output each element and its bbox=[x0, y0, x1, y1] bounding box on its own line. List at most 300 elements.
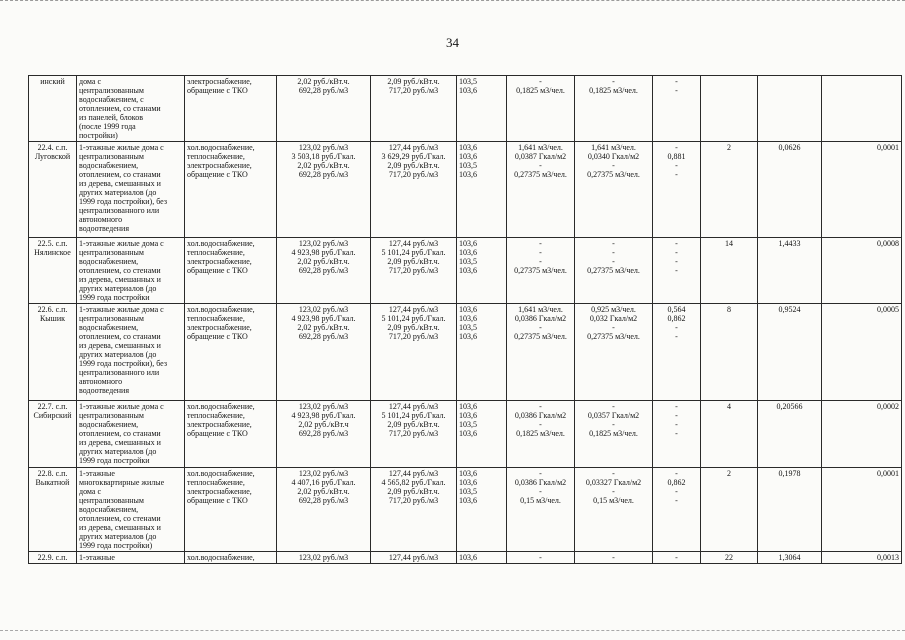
cell-line: 123,02 руб./м3 bbox=[298, 402, 349, 411]
cell-line: 692,28 руб./м3 bbox=[298, 429, 349, 438]
cell-line: - bbox=[675, 429, 678, 438]
cell-line: 1999 года постройки bbox=[79, 456, 150, 465]
cell-line: электроснабжение, bbox=[187, 161, 252, 170]
cell-line: 103,6 bbox=[459, 332, 477, 341]
cell-line: 717,20 руб./м3 bbox=[388, 86, 439, 95]
cell-line: 103,5 bbox=[459, 323, 477, 332]
cell-line: 103,6 bbox=[459, 152, 477, 161]
services-cell bbox=[185, 468, 277, 552]
cell-line: 3 629,29 руб./Гкал. bbox=[381, 152, 446, 161]
cell-line: 127,44 руб./м3 bbox=[388, 143, 439, 152]
cell-line: 0,1825 м3/чел. bbox=[516, 86, 565, 95]
cell-line: обращение с ТКО bbox=[187, 332, 248, 341]
cell-line: централизованным bbox=[79, 152, 144, 161]
cell-line: 692,28 руб./м3 bbox=[298, 496, 349, 505]
norm-3-cell bbox=[653, 142, 701, 238]
cell-line: - bbox=[675, 257, 678, 266]
cell-line: 0,0386 Гкал/м2 bbox=[514, 411, 567, 420]
house-type-cell bbox=[77, 76, 185, 142]
cell-line: электроснабжение, bbox=[187, 257, 252, 266]
cell-line: Луговской bbox=[34, 152, 71, 161]
cell-line: - bbox=[539, 257, 542, 266]
tariff-current-cell bbox=[277, 468, 371, 552]
total-share-cell bbox=[822, 76, 902, 142]
house-type-cell bbox=[77, 142, 185, 238]
cell-line: 103,6 bbox=[459, 429, 477, 438]
cell-line: водоснабжением, bbox=[79, 161, 139, 170]
cell-line: 103,5 bbox=[459, 257, 477, 266]
cell-line: 3 503,18 руб./Гкал. bbox=[291, 152, 356, 161]
cell-line: Выкатной bbox=[35, 478, 70, 487]
cell-line: из дерева, смешанных и bbox=[79, 179, 161, 188]
settlement-cell bbox=[29, 468, 77, 552]
cell-line: 123,02 руб./м3 bbox=[298, 553, 349, 562]
cell-line: теплоснабжение, bbox=[187, 314, 245, 323]
cell-line: 22.4. с.п. bbox=[37, 143, 68, 152]
cell-line: 0,032 Гкал/м2 bbox=[589, 314, 638, 323]
tariff-table-body bbox=[29, 76, 902, 564]
cell-line: - bbox=[675, 411, 678, 420]
cell-line: водоснабжением, bbox=[79, 257, 139, 266]
total-amount-cell: 1,3064 bbox=[758, 552, 822, 564]
cell-line: 692,28 руб./м3 bbox=[298, 266, 349, 275]
cell-line: из дерева, смешанных и bbox=[79, 341, 161, 350]
cell-line: постройки) bbox=[79, 131, 118, 140]
cell-line: хол.водоснабжение, bbox=[187, 305, 255, 314]
norm-1-cell bbox=[507, 401, 575, 468]
cell-line: водоснабжением, bbox=[79, 505, 139, 514]
cell-line: 103,6 bbox=[459, 314, 477, 323]
cell-line: 103,6 bbox=[459, 305, 477, 314]
cell-line: 717,20 руб./м3 bbox=[388, 496, 439, 505]
cell-line: - bbox=[539, 239, 542, 248]
total-share-cell: 0,0001 bbox=[822, 468, 902, 552]
cell-line: 0,15 м3/чел. bbox=[520, 496, 561, 505]
cell-line: Кышик bbox=[39, 314, 66, 323]
cell-line: электроснабжение, bbox=[187, 323, 252, 332]
table-row bbox=[29, 468, 902, 552]
cell-line: - bbox=[675, 170, 678, 179]
cell-line: 1999 года постройки), без bbox=[79, 359, 167, 368]
cell-line: водоснабжением, с bbox=[79, 95, 144, 104]
cell-line: электроснабжение, bbox=[187, 487, 252, 496]
cell-line: водоотведения bbox=[79, 386, 129, 395]
total-share-cell: 0,0002 bbox=[822, 401, 902, 468]
house-type-cell bbox=[77, 468, 185, 552]
cell-line: 1-этажные жилые дома с bbox=[79, 239, 164, 248]
cell-line: отоплением, со станами bbox=[79, 429, 161, 438]
cell-line: 0,862 bbox=[667, 314, 686, 323]
tariff-current-cell bbox=[277, 238, 371, 304]
total-amount-cell: 0,1978 bbox=[758, 468, 822, 552]
cell-line: других материалов (до bbox=[79, 284, 157, 293]
cell-line: централизованного или bbox=[79, 368, 160, 377]
norm-2-cell bbox=[575, 142, 653, 238]
cell-line: - bbox=[539, 248, 542, 257]
cell-line: - bbox=[612, 323, 615, 332]
cell-line: обращение с ТКО bbox=[187, 496, 248, 505]
norm-1-cell bbox=[507, 142, 575, 238]
cell-line: 0,03327 Гкал/м2 bbox=[585, 478, 642, 487]
total-amount-cell: 0,9524 bbox=[758, 304, 822, 401]
cell-line: 103,6 bbox=[459, 402, 477, 411]
cell-line: 5 101,24 руб./Гкал. bbox=[381, 411, 446, 420]
norm-1-cell bbox=[507, 468, 575, 552]
cell-line: - bbox=[675, 496, 678, 505]
cell-line: других материалов (до bbox=[79, 532, 157, 541]
cell-line: 103,5 bbox=[459, 161, 477, 170]
total-count-cell: 4 bbox=[701, 401, 758, 468]
cell-line: 717,20 руб./м3 bbox=[388, 429, 439, 438]
settlement-cell bbox=[29, 552, 77, 564]
norm-1-cell bbox=[507, 552, 575, 564]
cell-line: 0,27375 м3/чел. bbox=[587, 332, 640, 341]
services-cell bbox=[185, 142, 277, 238]
cell-line: - bbox=[675, 248, 678, 257]
cell-line: отоплением, со стенами bbox=[79, 514, 161, 523]
cell-line: 2,09 руб./кВт.ч. bbox=[387, 323, 440, 332]
cell-line: водоснабжением, bbox=[79, 420, 139, 429]
cell-line: 5 101,24 руб./Гкал. bbox=[381, 248, 446, 257]
cell-line: 123,02 руб./м3 bbox=[298, 469, 349, 478]
tariff-new-cell bbox=[371, 401, 457, 468]
tariff-new-cell bbox=[371, 468, 457, 552]
cell-line: - bbox=[539, 553, 542, 562]
house-type-cell bbox=[77, 401, 185, 468]
tariff-new-cell bbox=[371, 552, 457, 564]
cell-line: 717,20 руб./м3 bbox=[388, 170, 439, 179]
total-amount-cell: 0,20566 bbox=[758, 401, 822, 468]
cell-line: отоплением, со станами bbox=[79, 104, 161, 113]
cell-line: 0,27375 м3/чел. bbox=[587, 266, 640, 275]
tariff-new-cell bbox=[371, 238, 457, 304]
cell-line: теплоснабжение, bbox=[187, 248, 245, 257]
cell-line: - bbox=[612, 257, 615, 266]
cell-line: 103,5 bbox=[459, 420, 477, 429]
index-cell bbox=[457, 238, 507, 304]
cell-line: централизованным bbox=[79, 314, 144, 323]
cell-line: 103,6 bbox=[459, 248, 477, 257]
cell-line: - bbox=[612, 487, 615, 496]
cell-line: других материалов (до bbox=[79, 188, 157, 197]
cell-line: 717,20 руб./м3 bbox=[388, 332, 439, 341]
cell-line: 4 923,98 руб./Гкал. bbox=[291, 248, 356, 257]
norm-3-cell bbox=[653, 238, 701, 304]
tariff-table bbox=[28, 75, 902, 564]
cell-line: 1999 года постройки bbox=[79, 293, 150, 302]
settlement-cell bbox=[29, 304, 77, 401]
cell-line: 103,6 bbox=[459, 239, 477, 248]
services-cell bbox=[185, 76, 277, 142]
settlement-cell bbox=[29, 401, 77, 468]
services-cell bbox=[185, 401, 277, 468]
cell-line: 123,02 руб./м3 bbox=[298, 305, 349, 314]
cell-line: - bbox=[675, 553, 678, 562]
cell-line: - bbox=[539, 323, 542, 332]
cell-line: автономного bbox=[79, 377, 123, 386]
norm-2-cell bbox=[575, 304, 653, 401]
cell-line: 103,5 bbox=[459, 77, 477, 86]
cell-line: других материалов (до bbox=[79, 447, 157, 456]
cell-line: 1-этажные bbox=[79, 553, 115, 562]
norm-2-cell bbox=[575, 468, 653, 552]
cell-line: 0,0387 Гкал/м2 bbox=[514, 152, 567, 161]
cell-line: 123,02 руб./м3 bbox=[298, 239, 349, 248]
cell-line: - bbox=[675, 332, 678, 341]
cell-line: централизованным bbox=[79, 248, 144, 257]
total-count-cell bbox=[701, 76, 758, 142]
total-amount-cell bbox=[758, 76, 822, 142]
total-share-cell: 0,0013 bbox=[822, 552, 902, 564]
cell-line: Нялинское bbox=[34, 248, 71, 257]
cell-line: 2,09 руб./кВт.ч. bbox=[387, 161, 440, 170]
cell-line: централизованного или bbox=[79, 206, 160, 215]
cell-line: 1-этажные жилые дома с bbox=[79, 305, 164, 314]
norm-2-cell bbox=[575, 76, 653, 142]
cell-line: - bbox=[612, 161, 615, 170]
cell-line: - bbox=[675, 402, 678, 411]
cell-line: электроснабжение, bbox=[187, 420, 252, 429]
cell-line: теплоснабжение, bbox=[187, 478, 245, 487]
cell-line: 22.9. с.п. bbox=[37, 553, 68, 562]
cell-line: - bbox=[612, 420, 615, 429]
norm-3-cell bbox=[653, 76, 701, 142]
norm-3-cell bbox=[653, 304, 701, 401]
index-cell bbox=[457, 142, 507, 238]
house-type-cell bbox=[77, 304, 185, 401]
cell-line: 0,881 bbox=[667, 152, 686, 161]
cell-line: 4 923,98 руб./Гкал. bbox=[291, 314, 356, 323]
cell-line: 4 565,82 руб./Гкал. bbox=[381, 478, 446, 487]
cell-line: 0,0386 Гкал/м2 bbox=[514, 314, 567, 323]
cell-line: 0,27375 м3/чел. bbox=[514, 266, 567, 275]
norm-1-cell bbox=[507, 304, 575, 401]
table-row bbox=[29, 142, 902, 238]
cell-line: водоснабжением, bbox=[79, 323, 139, 332]
cell-line: 2,09 руб./кВт.ч. bbox=[387, 77, 440, 86]
cell-line: 4 923,98 руб./Гкал. bbox=[291, 411, 356, 420]
tariff-current-cell bbox=[277, 552, 371, 564]
cell-line: 0,1825 м3/чел. bbox=[589, 86, 638, 95]
cell-line: 103,6 bbox=[459, 469, 477, 478]
tariff-new-cell bbox=[371, 76, 457, 142]
total-count-cell: 22 bbox=[701, 552, 758, 564]
cell-line: - bbox=[612, 402, 615, 411]
cell-line: 103,5 bbox=[459, 487, 477, 496]
norm-2-cell bbox=[575, 552, 653, 564]
cell-line: - bbox=[675, 161, 678, 170]
cell-line: 1-этажные жилые дома с bbox=[79, 143, 164, 152]
table-row bbox=[29, 238, 902, 304]
cell-line: - bbox=[612, 469, 615, 478]
cell-line: электроснабжение, bbox=[187, 77, 252, 86]
total-count-cell: 2 bbox=[701, 468, 758, 552]
index-cell bbox=[457, 76, 507, 142]
tariff-current-cell bbox=[277, 401, 371, 468]
cell-line: теплоснабжение, bbox=[187, 411, 245, 420]
norm-3-cell bbox=[653, 468, 701, 552]
cell-line: - bbox=[675, 143, 678, 152]
cell-line: дома с bbox=[79, 77, 102, 86]
cell-line: 692,28 руб./м3 bbox=[298, 332, 349, 341]
cell-line: - bbox=[675, 77, 678, 86]
cell-line: 22.8. с.п. bbox=[37, 469, 68, 478]
cell-line: 103,6 bbox=[459, 86, 477, 95]
cell-line: централизованным bbox=[79, 86, 144, 95]
cell-line: 1-этажные жилые дома с bbox=[79, 402, 164, 411]
total-amount-cell: 0,0626 bbox=[758, 142, 822, 238]
cell-line: 103,6 bbox=[459, 411, 477, 420]
cell-line: 103,6 bbox=[459, 478, 477, 487]
cell-line: - bbox=[612, 553, 615, 562]
cell-line: 127,44 руб./м3 bbox=[388, 469, 439, 478]
cell-line: 22.7. с.п. bbox=[37, 402, 68, 411]
norm-1-cell bbox=[507, 238, 575, 304]
cell-line: - bbox=[675, 323, 678, 332]
total-share-cell: 0,0008 bbox=[822, 238, 902, 304]
cell-line: 0,15 м3/чел. bbox=[593, 496, 634, 505]
cell-line: 0,925 м3/чел. bbox=[591, 305, 636, 314]
cell-line: 692,28 руб./м3 bbox=[298, 86, 349, 95]
total-count-cell: 8 bbox=[701, 304, 758, 401]
cell-line: хол.водоснабжение, bbox=[187, 143, 255, 152]
services-cell bbox=[185, 238, 277, 304]
cell-line: (после 1999 года bbox=[79, 122, 136, 131]
cell-line: отоплением, со станами bbox=[79, 170, 161, 179]
cell-line: отоплением, со стенами bbox=[79, 266, 161, 275]
cell-line: 127,44 руб./м3 bbox=[388, 553, 439, 562]
cell-line: обращение с ТКО bbox=[187, 429, 248, 438]
cell-line: 717,20 руб./м3 bbox=[388, 266, 439, 275]
cell-line: 1,641 м3/чел. bbox=[591, 143, 636, 152]
cell-line: инский bbox=[40, 77, 65, 86]
tariff-new-cell bbox=[371, 142, 457, 238]
cell-line: из дерева, смешанных и bbox=[79, 438, 161, 447]
table-row bbox=[29, 304, 902, 401]
cell-line: 2,09 руб./кВт.ч. bbox=[387, 420, 440, 429]
total-count-cell: 14 bbox=[701, 238, 758, 304]
cell-line: 0,0386 Гкал/м2 bbox=[514, 478, 567, 487]
cell-line: 22.6. с.п. bbox=[37, 305, 68, 314]
total-amount-cell: 1,4433 bbox=[758, 238, 822, 304]
index-cell bbox=[457, 304, 507, 401]
page-number: 34 bbox=[446, 35, 459, 50]
cell-line: хол.водоснабжение, bbox=[187, 553, 255, 562]
cell-line: 0,27375 м3/чел. bbox=[514, 332, 567, 341]
cell-line: из панелей, блоков bbox=[79, 113, 144, 122]
services-cell bbox=[185, 552, 277, 564]
cell-line: теплоснабжение, bbox=[187, 152, 245, 161]
house-type-cell bbox=[77, 238, 185, 304]
tariff-current-cell bbox=[277, 76, 371, 142]
cell-line: 0,0340 Гкал/м2 bbox=[587, 152, 640, 161]
cell-line: водоотведения bbox=[79, 224, 129, 233]
settlement-cell bbox=[29, 76, 77, 142]
cell-line: 1999 года постройки) bbox=[79, 541, 153, 550]
cell-line: из дерева, смешанных и bbox=[79, 523, 161, 532]
cell-line: других материалов (до bbox=[79, 350, 157, 359]
page-bottom-edge bbox=[0, 630, 905, 635]
cell-line: 1-этажные bbox=[79, 469, 115, 478]
norm-3-cell bbox=[653, 401, 701, 468]
cell-line: 123,02 руб./м3 bbox=[298, 143, 349, 152]
cell-line: 2,02 руб./кВт.ч. bbox=[297, 161, 350, 170]
cell-line: 2,09 руб./кВт.ч. bbox=[387, 487, 440, 496]
cell-line: 127,44 руб./м3 bbox=[388, 239, 439, 248]
norm-2-cell bbox=[575, 401, 653, 468]
table-row bbox=[29, 76, 902, 142]
cell-line: 1,641 м3/чел. bbox=[518, 143, 563, 152]
cell-line: 0,27375 м3/чел. bbox=[587, 170, 640, 179]
cell-line: - bbox=[675, 266, 678, 275]
cell-line: 2,02 руб./кВт.ч. bbox=[297, 257, 350, 266]
cell-line: - bbox=[612, 239, 615, 248]
index-cell bbox=[457, 401, 507, 468]
norm-1-cell bbox=[507, 76, 575, 142]
cell-line: дома с bbox=[79, 487, 102, 496]
cell-line: - bbox=[539, 161, 542, 170]
cell-line: 103,6 bbox=[459, 143, 477, 152]
table-row bbox=[29, 401, 902, 468]
tariff-current-cell bbox=[277, 142, 371, 238]
cell-line: 1999 года постройки), без bbox=[79, 197, 167, 206]
settlement-cell bbox=[29, 142, 77, 238]
cell-line: - bbox=[675, 239, 678, 248]
cell-line: - bbox=[539, 77, 542, 86]
cell-line: 0,1825 м3/чел. bbox=[589, 429, 638, 438]
total-share-cell: 0,0001 bbox=[822, 142, 902, 238]
cell-line: - bbox=[675, 487, 678, 496]
cell-line: 2,02 руб./кВт.ч. bbox=[297, 323, 350, 332]
norm-3-cell bbox=[653, 552, 701, 564]
cell-line: 127,44 руб./м3 bbox=[388, 305, 439, 314]
cell-line: 0,0357 Гкал/м2 bbox=[587, 411, 640, 420]
cell-line: 103,6 bbox=[459, 553, 477, 562]
norm-2-cell bbox=[575, 238, 653, 304]
cell-line: 22.5. с.п. bbox=[37, 239, 68, 248]
tariff-new-cell bbox=[371, 304, 457, 401]
cell-line: 2,09 руб./кВт.ч. bbox=[387, 257, 440, 266]
cell-line: 2,02 руб./кВт.ч. bbox=[297, 487, 350, 496]
cell-line: из дерева, смешанных и bbox=[79, 275, 161, 284]
cell-line: - bbox=[539, 469, 542, 478]
cell-line: 5 101,24 руб./Гкал. bbox=[381, 314, 446, 323]
cell-line: - bbox=[539, 420, 542, 429]
index-cell bbox=[457, 468, 507, 552]
cell-line: 103,6 bbox=[459, 496, 477, 505]
cell-line: обращение с ТКО bbox=[187, 86, 248, 95]
cell-line: 0,1825 м3/чел. bbox=[516, 429, 565, 438]
cell-line: 0,862 bbox=[667, 478, 686, 487]
cell-line: 127,44 руб./м3 bbox=[388, 402, 439, 411]
cell-line: 2,02 руб./кВт.ч bbox=[298, 420, 349, 429]
cell-line: хол.водоснабжение, bbox=[187, 239, 255, 248]
cell-line: 4 407,16 руб./Гкал. bbox=[291, 478, 356, 487]
cell-line: - bbox=[675, 86, 678, 95]
house-type-cell bbox=[77, 552, 185, 564]
cell-line: Сибирский bbox=[33, 411, 72, 420]
cell-line: хол.водоснабжение, bbox=[187, 402, 255, 411]
cell-line: обращение с ТКО bbox=[187, 170, 248, 179]
page-top-edge bbox=[0, 0, 905, 4]
cell-line: 103,6 bbox=[459, 170, 477, 179]
services-cell bbox=[185, 304, 277, 401]
cell-line: хол.водоснабжение, bbox=[187, 469, 255, 478]
cell-line: 1,641 м3/чел. bbox=[518, 305, 563, 314]
cell-line: - bbox=[539, 487, 542, 496]
cell-line: 0,564 bbox=[667, 305, 686, 314]
cell-line: обращение с ТКО bbox=[187, 266, 248, 275]
